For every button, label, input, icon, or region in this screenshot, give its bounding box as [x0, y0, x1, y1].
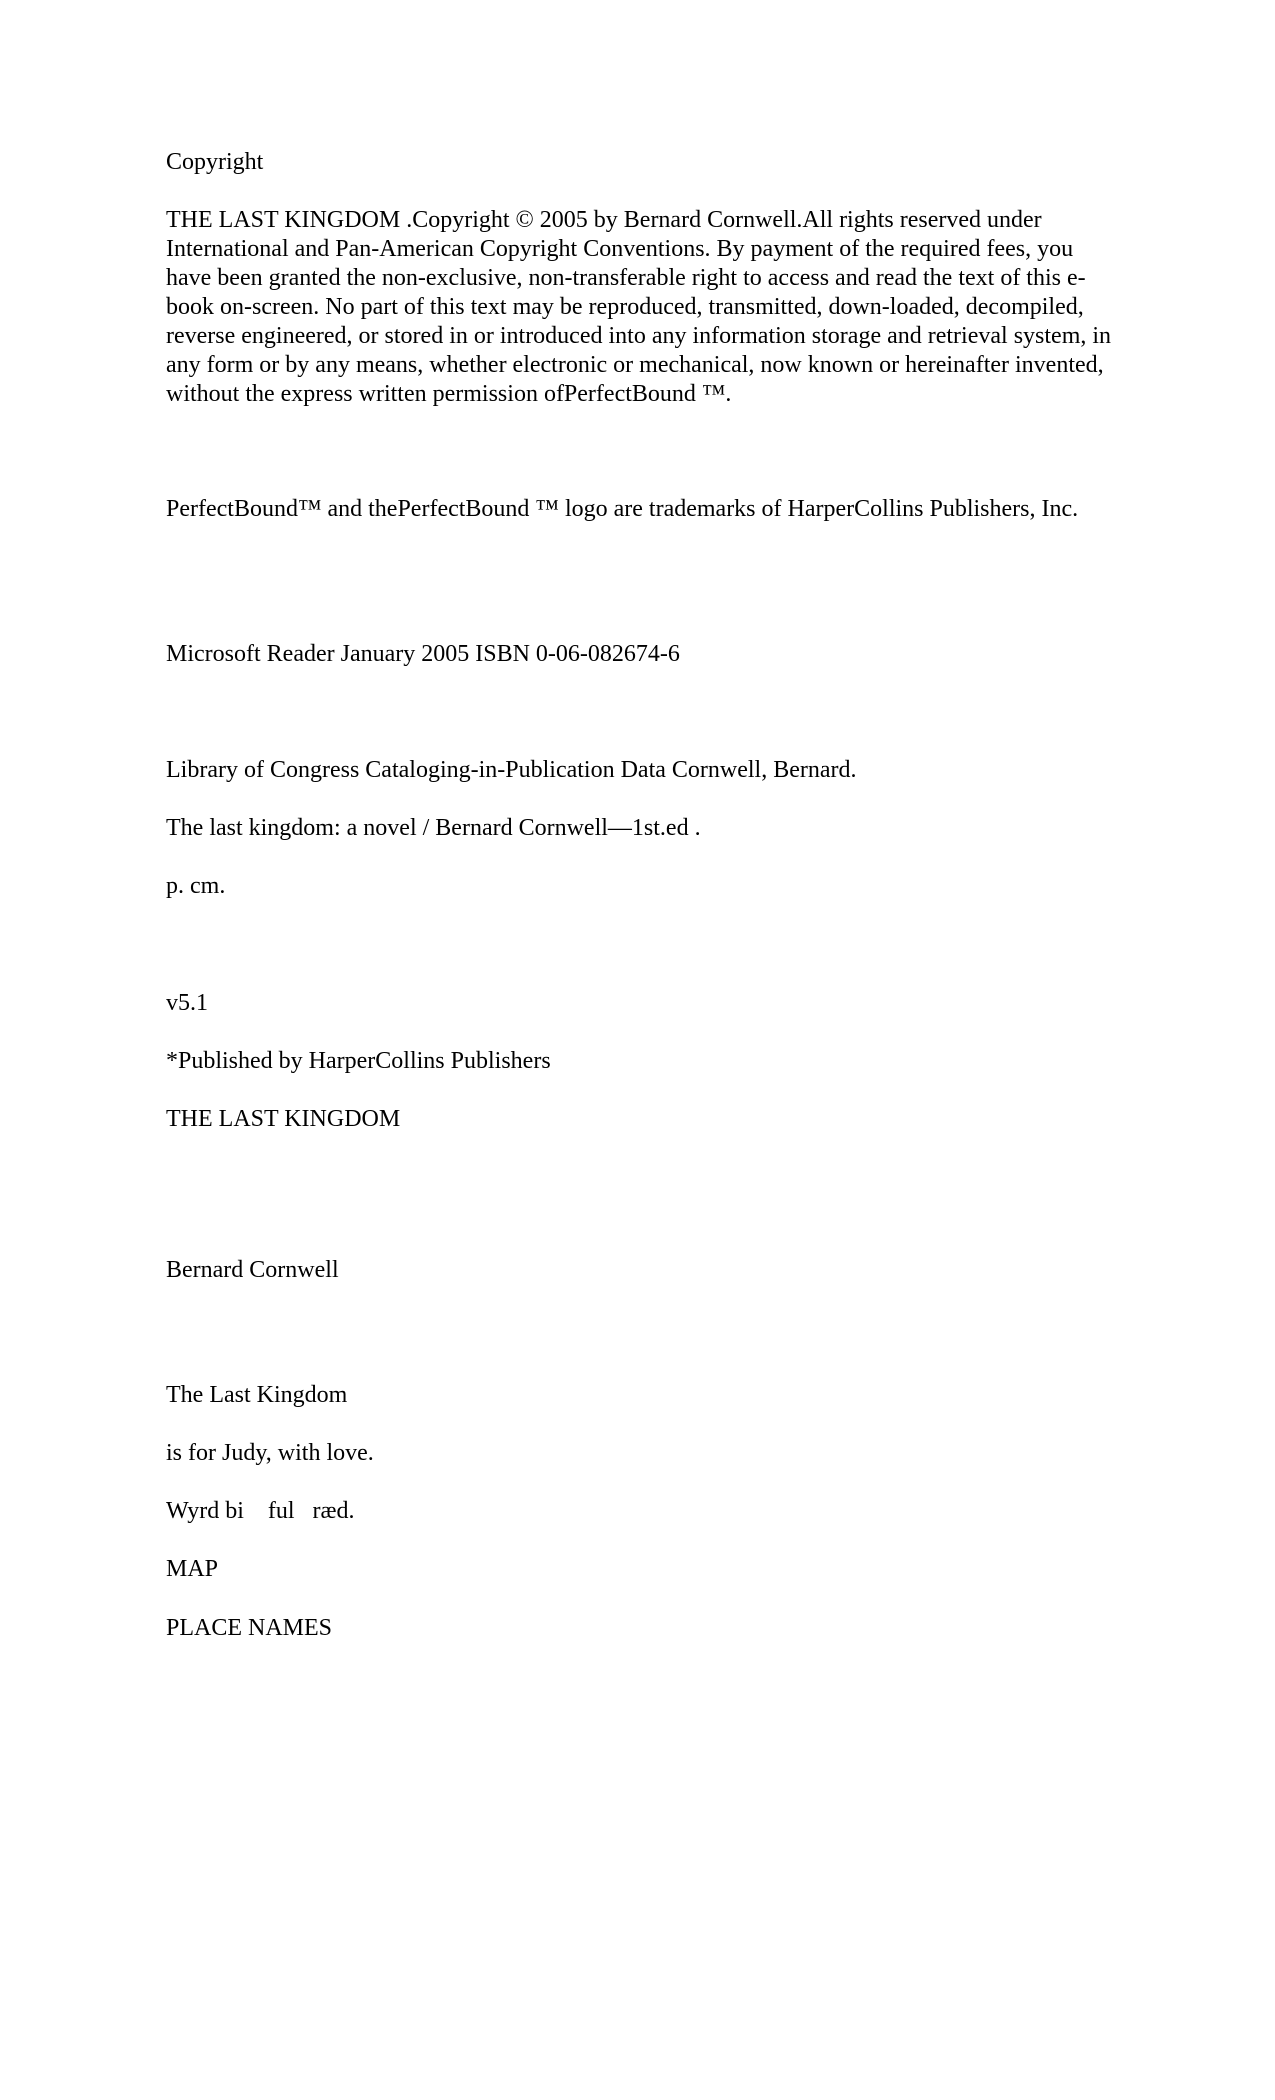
isbn-line: Microsoft Reader January 2005 ISBN 0-06-082674-6 [166, 641, 680, 667]
book-title: THE LAST KINGDOM [166, 1106, 401, 1132]
cip-line: Library of Congress Cataloging-in-Publication Data Cornwell, Bernard. [166, 757, 857, 783]
version-line: v5.1 [166, 990, 208, 1016]
trademark-paragraph: PerfectBound™ and thePerfectBound ™ logo are trademarks of HarperCollins Publishers, Inc. [166, 496, 1079, 522]
epigraph: Wyrd bi ful ræd. [166, 1498, 355, 1524]
dedication-line: is for Judy, with love. [166, 1440, 374, 1466]
map-heading: MAP [166, 1556, 219, 1582]
author-name: Bernard Cornwell [166, 1257, 339, 1283]
publisher-line: *Published by HarperCollins Publishers [166, 1048, 551, 1074]
cip-title-line: The last kingdom: a novel / Bernard Cornwell—1st.ed . [166, 815, 701, 841]
cip-pages-line: p. cm. [166, 873, 226, 899]
copyright-paragraph: THE LAST KINGDOM .Copyright © 2005 by Bernard Cornwell.All rights reserved under International and Pan-American Copyright Conventions. By payment of the required fees, you have been granted the non-exclusive, non-transferable right to access and read the text of this e-book on-screen. No part of this text may be reproduced, transmitted, down-loaded, decompiled, reverse engineered, or stored in or introduced into any information storage and retrieval system, in any form or by any means, whether electronic or mechanical, now known or hereinafter invented, without the express written permission ofPerfectBound ™. [166, 207, 1112, 407]
dedication-title: The Last Kingdom [166, 1382, 348, 1408]
place-names-heading: PLACE NAMES [166, 1615, 333, 1641]
copyright-heading: Copyright [166, 149, 264, 175]
